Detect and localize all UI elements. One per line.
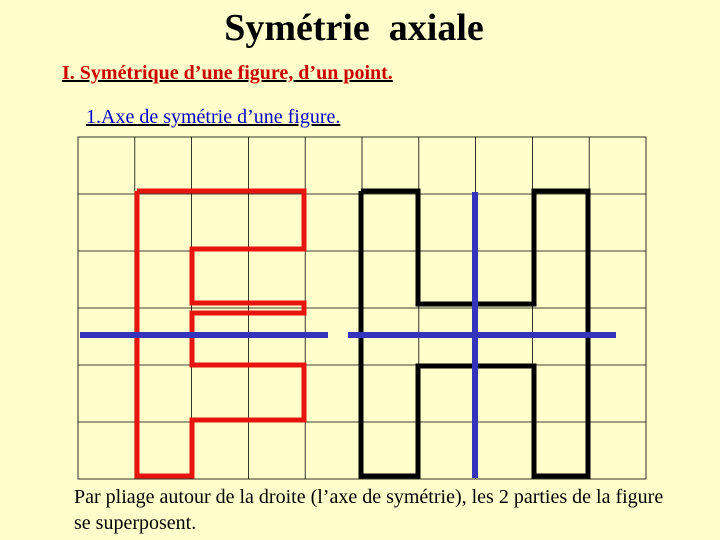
page-title: Symétrie axiale xyxy=(224,7,484,49)
caption-text: Par pliage autour de la droite (l’axe de symétrie), les 2 parties de la figure se superposent. xyxy=(74,486,664,534)
section-heading: I. Symétrique d’une figure, d’un point. xyxy=(62,62,393,84)
subsection-heading: 1.Axe de symétrie d’une figure. xyxy=(86,106,341,128)
